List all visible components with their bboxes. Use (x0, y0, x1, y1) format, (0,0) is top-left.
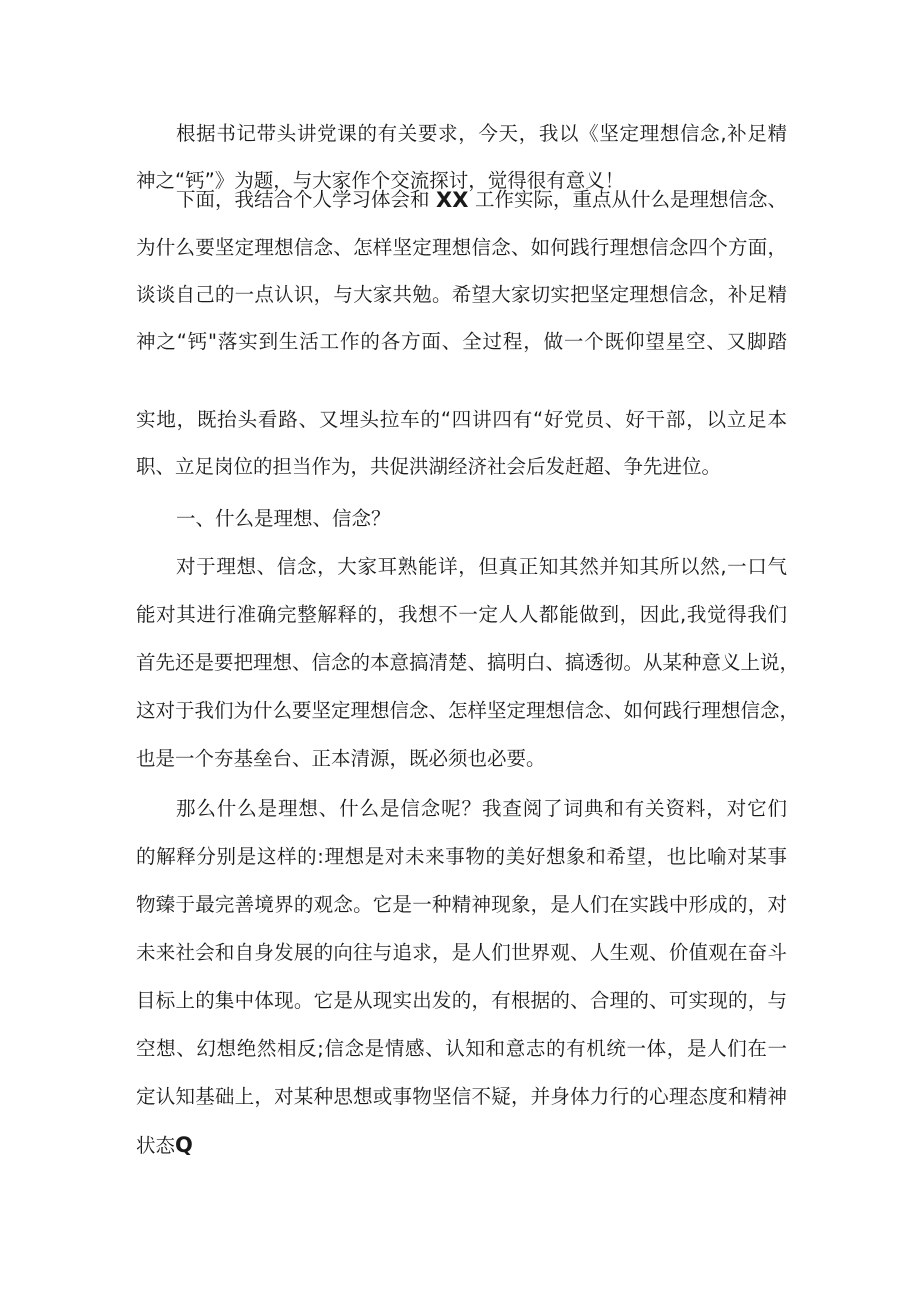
paragraph-1-line-1: 根据书记带头讲党课的有关要求，今天，我以《坚定理想信念,补足精 (176, 122, 787, 145)
section-heading: 一、什么是理想、信念？ (176, 507, 391, 530)
paragraph-4-line-8-text: 状态 (136, 1134, 176, 1157)
paragraph-2-line-5: 实地，既抬头看路、又埋头拉车的“四讲四有“好党员、好干部，以立足本 (136, 408, 787, 431)
trailing-q-glyph: Q (175, 1133, 193, 1157)
paragraph-4-line-6: 空想、幻想绝然相反;信念是情感、认知和意志的有机统一体，是人们在一 (136, 1037, 787, 1060)
paragraph-2-line-4: 神之“钙"落实到生活工作的各方面、全过程，做一个既仰望星空、又脚踏 (136, 330, 787, 353)
paragraph-3-line-3: 首先还是要把理想、信念的本意搞清楚、搞明白、搞透彻。从某种意义上说， (136, 651, 800, 674)
paragraph-2-line-1-part-b: 工作实际，重点从什么是理想信念、 (474, 188, 787, 211)
paragraph-2-line-3: 谈谈自己的一点认识，与大家共勉。希望大家切实把坚定理想信念，补足精 (136, 283, 787, 306)
paragraph-4-line-5: 目标上的集中体现。它是从现实出发的，有根据的、合理的、可实现的，与 (136, 989, 787, 1012)
xx-placeholder-token: XX (436, 188, 469, 212)
paragraph-3-line-1: 对于理想、信念，大家耳熟能详，但真正知其然并知其所以然,一口气 (176, 555, 787, 578)
paragraph-4-line-1: 那么什么是理想、什么是信念呢？我查阅了词典和有关资料，对它们 (176, 797, 787, 820)
paragraph-3-line-4: 这对于我们为什么要坚定理想信念、怎样坚定理想信念、如何践行理想信念， (136, 699, 800, 722)
paragraph-2-line-6: 职、立足岗位的担当作为，共促洪湖经济社会后发赶超、争先进位。 (136, 455, 722, 478)
paragraph-4-line-8 (136, 1133, 193, 1158)
paragraph-4-line-4: 未来社会和自身发展的向往与追求，是人们世界观、人生观、价值观在奋斗 (136, 941, 787, 964)
paragraph-1-line-2: 神之“钙”》为题，与大家作个交流探讨，觉得很有意义！ (136, 169, 625, 192)
paragraph-4-line-7: 定认知基础上，对某种思想或事物坚信不疑，并身体力行的心理态度和精神 (136, 1085, 787, 1108)
paragraph-3-line-5: 也是一个夯基垒台、正本清源，既必须也必要。 (136, 747, 546, 770)
paragraph-4-line-2: 的解释分别是这样的:理想是对未来事物的美好想象和希望，也比喻对某事 (136, 845, 787, 868)
paragraph-3-line-2: 能对其进行准确完整解释的，我想不一定人人都能做到，因此,我觉得我们 (136, 603, 787, 626)
paragraph-2-line-1 (176, 188, 787, 212)
paragraph-2-line-2: 为什么要坚定理想信念、怎样坚定理想信念、如何践行理想信念四个方面， (136, 236, 787, 259)
paragraph-2-line-1-part-a: 下面，我结合个人学习体会和 (176, 188, 430, 211)
paragraph-4-line-3: 物臻于最完善境界的观念。它是一种精神现象，是人们在实践中形成的，对 (136, 893, 787, 916)
